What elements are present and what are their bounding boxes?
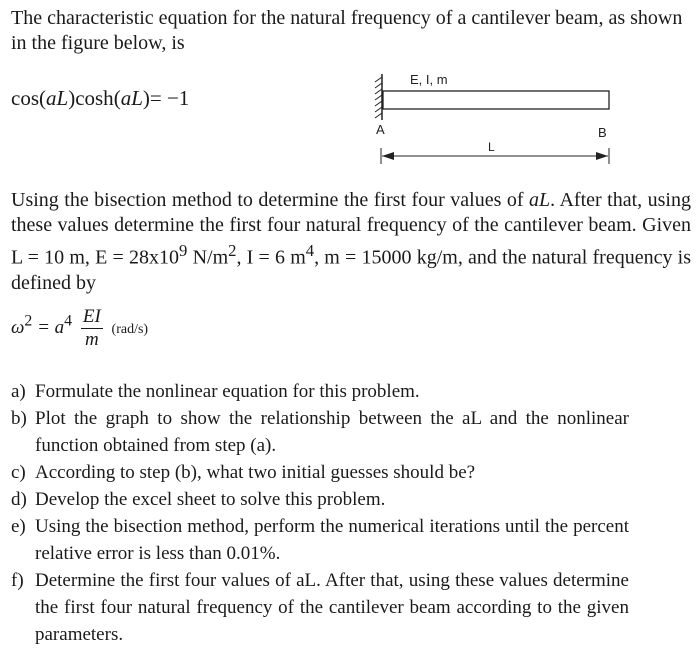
task-item: b) Plot the graph to show the relationship between the aL and the nonlinear function obtained from step (a). (11, 408, 629, 456)
cantilever-beam-figure (370, 68, 630, 173)
task-item: d) Develop the excel sheet to solve this problem. (11, 489, 386, 510)
point-b-label: B (598, 125, 607, 140)
intro-paragraph: The characteristic equation for the natural frequency of a cantilever beam, as shown in the figure below, is (11, 7, 683, 54)
beam-properties-label: E, I, m (410, 72, 448, 87)
task-item: c) According to step (b), what two initial guesses should be? (11, 462, 476, 483)
method-paragraph: Using the bisection method to determine the first four values of aL. After that, using these values determine the first four natural frequency of the cantilever beam. Given L = 10 m, $E = 28x10^9$ $N/m^2$, I = 6 $m^4$, m = 15000 kg/m, and the natural frequency is defined by (11, 189, 691, 294)
al-variable: aL (528, 189, 551, 211)
cosh-function: cosh (75, 86, 114, 110)
natural-frequency-formula: $\omega^2 = a^4$ $\frac{EI}{m}$ (rad/s) (11, 306, 149, 350)
fraction-numerator: EI (82, 306, 101, 327)
task-list (11, 378, 629, 648)
length-dimension-arrow (381, 148, 609, 164)
fraction-denominator: m (84, 329, 99, 350)
omega-symbol: ω (11, 316, 25, 338)
length-label: L (488, 140, 495, 154)
task-item: f) Determine the first four values of aL. After that, using these values determine the first four natural frequency of the cantilever beam according to the given parameters. (11, 570, 629, 645)
characteristic-equation: cos(aL)cosh(aL)= −1 (11, 86, 190, 110)
fraction (81, 306, 103, 351)
task-item: e) Using the bisection method, perform the numerical iterations until the percent relative error is less than 0.01%. (11, 516, 629, 564)
cosh-argument: aL (120, 86, 143, 110)
task-item: a) Formulate the nonlinear equation for this problem. (11, 381, 420, 402)
cos-argument: aL (46, 86, 69, 110)
point-a-label: A (376, 122, 385, 137)
fixed-support (375, 74, 382, 120)
unit-label: (rad/s) (111, 321, 149, 337)
beam (383, 91, 609, 109)
cos-function: cos (11, 86, 39, 110)
equation-rhs: = −1 (149, 86, 190, 110)
